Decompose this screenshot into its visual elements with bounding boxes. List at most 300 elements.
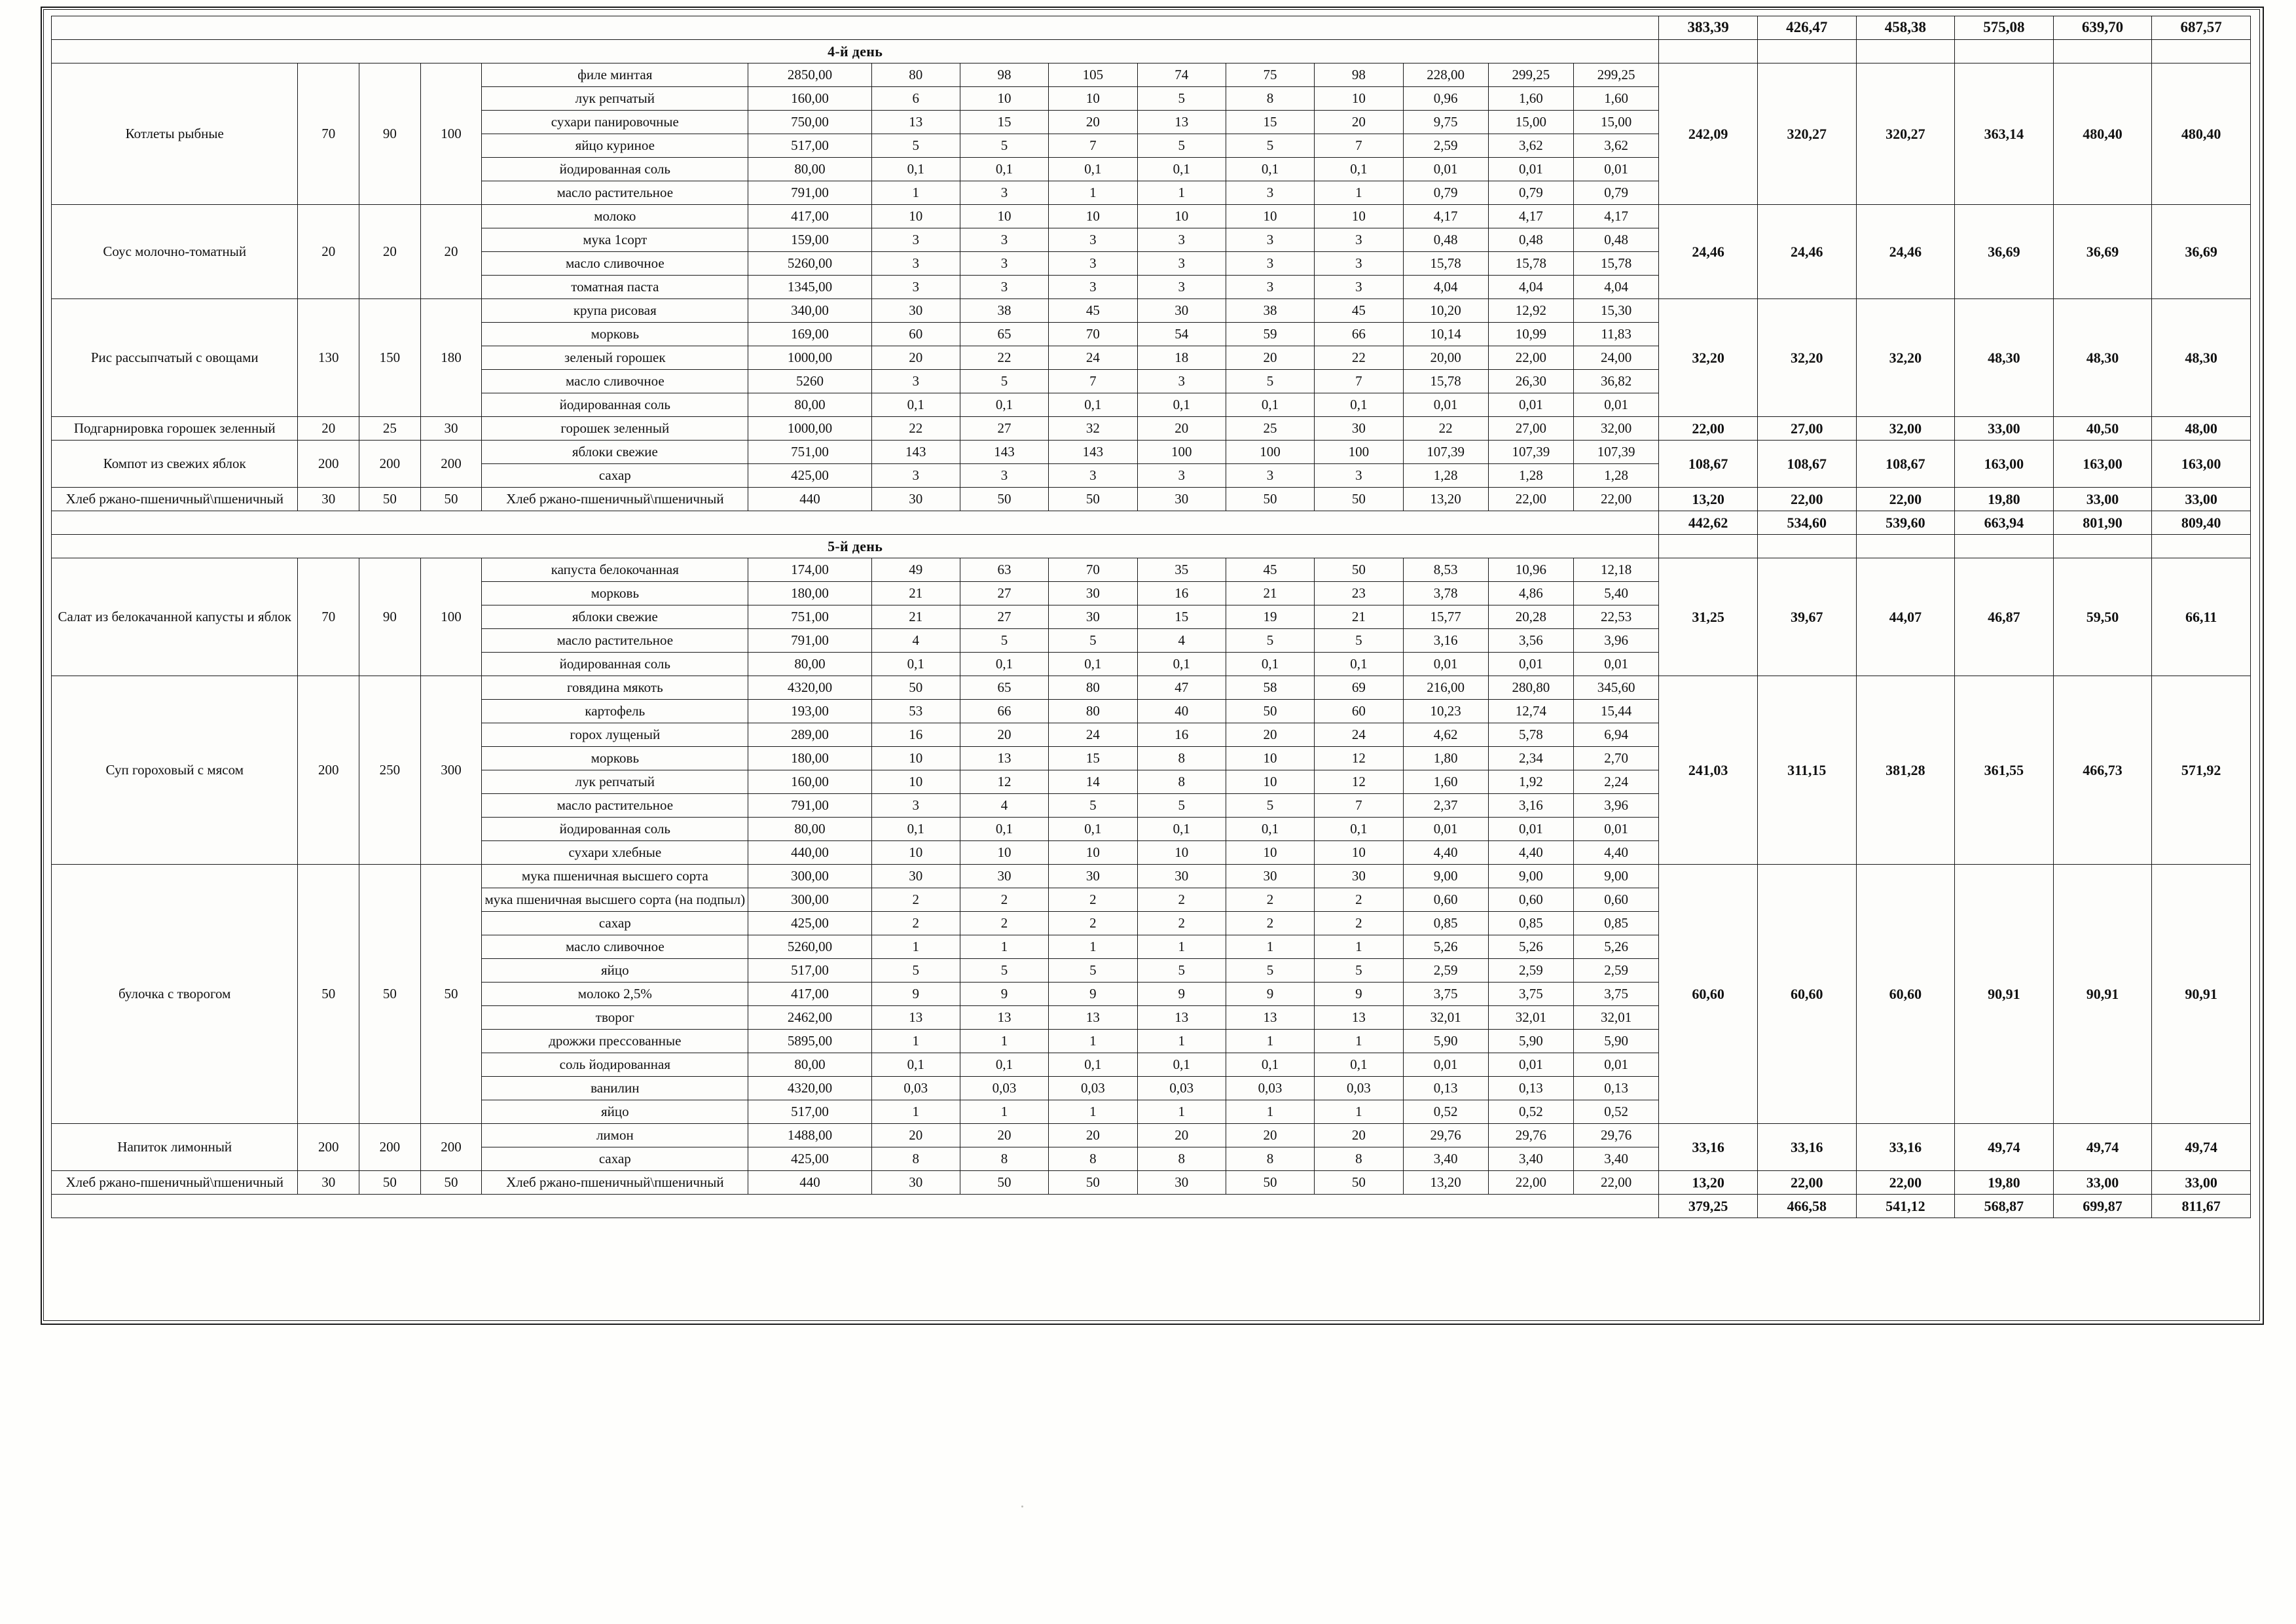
ingredient-price: 517,00 [748, 959, 871, 983]
ingredient-gram-3: 5 [1049, 959, 1137, 983]
ingredient-gram-2: 8 [960, 1147, 1048, 1171]
ingredient-cost-3: 15,78 [1574, 252, 1659, 276]
ingredient-gram-5: 0,1 [1226, 818, 1314, 841]
ingredient-gram-4: 1 [1137, 935, 1226, 959]
ingredient-gram-2: 3 [960, 276, 1048, 299]
ingredient-name: сухари панировочные [482, 111, 748, 134]
ingredient-gram-6: 23 [1315, 582, 1403, 605]
ingredient-gram-2: 98 [960, 63, 1048, 87]
dish-portion-3: 50 [420, 488, 482, 511]
blank-right [1856, 40, 1955, 63]
ingredient-name: соль йодированная [482, 1053, 748, 1077]
ingredient-cost-3: 36,82 [1574, 370, 1659, 393]
dish-portion-1: 130 [298, 299, 359, 417]
ingredient-gram-2: 5 [960, 959, 1048, 983]
ingredient-gram-6: 30 [1315, 417, 1403, 441]
ingredient-cost-1: 0,13 [1403, 1077, 1488, 1100]
ingredient-cost-3: 9,00 [1574, 865, 1659, 888]
ingredient-gram-1: 30 [871, 299, 960, 323]
ingredient-gram-1: 20 [871, 1124, 960, 1147]
ingredient-gram-6: 50 [1315, 1171, 1403, 1195]
ingredient-gram-2: 3 [960, 181, 1048, 205]
ingredient-price: 2850,00 [748, 63, 871, 87]
scan-speck [1021, 1506, 1023, 1507]
ingredient-gram-3: 5 [1049, 794, 1137, 818]
ingredient-gram-2: 5 [960, 370, 1048, 393]
ingredient-gram-3: 50 [1049, 488, 1137, 511]
dish-total-3: 32,20 [1856, 299, 1955, 417]
ingredient-name: томатная паста [482, 276, 748, 299]
ingredient-gram-6: 0,1 [1315, 1053, 1403, 1077]
ingredient-cost-1: 3,78 [1403, 582, 1488, 605]
ingredient-gram-6: 45 [1315, 299, 1403, 323]
ingredient-gram-2: 0,1 [960, 653, 1048, 676]
ingredient-price: 425,00 [748, 464, 871, 488]
dish-portion-2: 20 [359, 205, 421, 299]
blank-right [1757, 40, 1856, 63]
ingredient-name: масло растительное [482, 629, 748, 653]
ingredient-price: 169,00 [748, 323, 871, 346]
top-total-1: 383,39 [1659, 16, 1758, 40]
dish-total-1: 32,20 [1659, 299, 1758, 417]
ingredient-cost-1: 0,01 [1403, 158, 1488, 181]
ingredient-gram-2: 2 [960, 912, 1048, 935]
ingredient-cost-2: 20,28 [1488, 605, 1573, 629]
ingredient-gram-6: 7 [1315, 134, 1403, 158]
ingredient-gram-6: 12 [1315, 747, 1403, 770]
ingredient-gram-3: 0,1 [1049, 158, 1137, 181]
ingredient-cost-2: 22,00 [1488, 1171, 1573, 1195]
dish-portion-1: 30 [298, 1171, 359, 1195]
dish-total-3: 320,27 [1856, 63, 1955, 205]
ingredient-cost-2: 15,00 [1488, 111, 1573, 134]
table-row [52, 63, 2251, 87]
ingredient-gram-3: 143 [1049, 441, 1137, 464]
ingredient-cost-3: 15,00 [1574, 111, 1659, 134]
ingredient-name: дрожжи прессованные [482, 1030, 748, 1053]
dish-portion-3: 50 [420, 865, 482, 1124]
ingredient-gram-3: 20 [1049, 111, 1137, 134]
dish-portion-3: 200 [420, 1124, 482, 1171]
ingredient-gram-4: 8 [1137, 770, 1226, 794]
ingredient-gram-4: 2 [1137, 912, 1226, 935]
dish-total-6: 90,91 [2152, 865, 2251, 1124]
ingredient-cost-2: 3,40 [1488, 1147, 1573, 1171]
ingredient-gram-2: 2 [960, 888, 1048, 912]
dish-name: булочка с творогом [52, 865, 298, 1124]
ingredient-name: масло растительное [482, 794, 748, 818]
ingredient-gram-4: 8 [1137, 747, 1226, 770]
ingredient-cost-3: 15,30 [1574, 299, 1659, 323]
ingredient-cost-2: 12,74 [1488, 700, 1573, 723]
ingredient-gram-4: 30 [1137, 488, 1226, 511]
ingredient-gram-4: 8 [1137, 1147, 1226, 1171]
ingredient-gram-3: 3 [1049, 252, 1137, 276]
day-total-1: 379,25 [1659, 1195, 1758, 1218]
dish-total-3: 22,00 [1856, 488, 1955, 511]
ingredient-gram-1: 1 [871, 181, 960, 205]
ingredient-price: 80,00 [748, 653, 871, 676]
ingredient-gram-6: 30 [1315, 865, 1403, 888]
ingredient-cost-1: 0,01 [1403, 653, 1488, 676]
ingredient-gram-3: 5 [1049, 629, 1137, 653]
day5-header-row [52, 535, 2251, 558]
ingredient-name: йодированная соль [482, 158, 748, 181]
dish-total-4: 19,80 [1955, 488, 2054, 511]
ingredient-cost-2: 0,60 [1488, 888, 1573, 912]
dish-total-4: 49,74 [1955, 1124, 2054, 1171]
ingredient-gram-4: 18 [1137, 346, 1226, 370]
table-row [52, 417, 2251, 441]
ingredient-gram-1: 9 [871, 983, 960, 1006]
ingredient-cost-3: 5,90 [1574, 1030, 1659, 1053]
ingredient-gram-6: 0,1 [1315, 158, 1403, 181]
ingredient-name: масло сливочное [482, 935, 748, 959]
ingredient-cost-2: 26,30 [1488, 370, 1573, 393]
ingredient-gram-4: 16 [1137, 723, 1226, 747]
ingredient-gram-5: 10 [1226, 770, 1314, 794]
ingredient-gram-2: 5 [960, 134, 1048, 158]
dish-portion-2: 25 [359, 417, 421, 441]
ingredient-gram-6: 2 [1315, 888, 1403, 912]
ingredient-name: картофель [482, 700, 748, 723]
ingredient-gram-5: 45 [1226, 558, 1314, 582]
ingredient-name: яйцо [482, 959, 748, 983]
ingredient-name: сухари хлебные [482, 841, 748, 865]
ingredient-cost-3: 3,96 [1574, 629, 1659, 653]
dish-total-5: 49,74 [2053, 1124, 2152, 1171]
top-total-3: 458,38 [1856, 16, 1955, 40]
ingredient-cost-2: 5,26 [1488, 935, 1573, 959]
ingredient-gram-5: 1 [1226, 935, 1314, 959]
ingredient-cost-2: 22,00 [1488, 488, 1573, 511]
table-row [52, 676, 2251, 700]
ingredient-cost-1: 10,20 [1403, 299, 1488, 323]
dish-total-4: 36,69 [1955, 205, 2054, 299]
ingredient-cost-1: 0,79 [1403, 181, 1488, 205]
ingredient-gram-6: 7 [1315, 370, 1403, 393]
ingredient-cost-1: 10,14 [1403, 323, 1488, 346]
ingredient-gram-6: 0,1 [1315, 818, 1403, 841]
dish-total-3: 44,07 [1856, 558, 1955, 676]
ingredient-gram-5: 19 [1226, 605, 1314, 629]
dish-total-4: 361,55 [1955, 676, 2054, 865]
day-total-5: 801,90 [2053, 511, 2152, 535]
ingredient-gram-1: 1 [871, 1100, 960, 1124]
ingredient-gram-1: 49 [871, 558, 960, 582]
ingredient-gram-1: 8 [871, 1147, 960, 1171]
dish-total-1: 13,20 [1659, 488, 1758, 511]
ingredient-gram-4: 16 [1137, 582, 1226, 605]
dish-name: Хлеб ржано-пшеничный\пшеничный [52, 1171, 298, 1195]
ingredient-cost-1: 9,75 [1403, 111, 1488, 134]
ingredient-price: 750,00 [748, 111, 871, 134]
dish-total-2: 32,20 [1757, 299, 1856, 417]
ingredient-gram-1: 21 [871, 582, 960, 605]
table-row [52, 1124, 2251, 1147]
ingredient-gram-6: 22 [1315, 346, 1403, 370]
dish-total-3: 32,00 [1856, 417, 1955, 441]
ingredient-gram-1: 3 [871, 276, 960, 299]
ingredient-gram-5: 38 [1226, 299, 1314, 323]
ingredient-gram-4: 1 [1137, 181, 1226, 205]
ingredient-gram-2: 30 [960, 865, 1048, 888]
dish-total-6: 66,11 [2152, 558, 2251, 676]
ingredient-cost-1: 1,80 [1403, 747, 1488, 770]
ingredient-gram-5: 1 [1226, 1100, 1314, 1124]
table-row [52, 441, 2251, 464]
ingredient-price: 300,00 [748, 865, 871, 888]
dish-total-5: 40,50 [2053, 417, 2152, 441]
blank-left-area [52, 1195, 1659, 1218]
dish-total-5: 466,73 [2053, 676, 2152, 865]
ingredient-gram-3: 3 [1049, 464, 1137, 488]
dish-total-6: 48,00 [2152, 417, 2251, 441]
ingredient-gram-3: 105 [1049, 63, 1137, 87]
ingredient-cost-2: 5,78 [1488, 723, 1573, 747]
dish-total-5: 163,00 [2053, 441, 2152, 488]
dish-portion-2: 200 [359, 1124, 421, 1171]
ingredient-gram-1: 10 [871, 205, 960, 228]
ingredient-gram-3: 3 [1049, 228, 1137, 252]
ingredient-gram-2: 13 [960, 747, 1048, 770]
ingredient-name: яйцо куриное [482, 134, 748, 158]
menu-table [51, 16, 2251, 1218]
ingredient-cost-2: 280,80 [1488, 676, 1573, 700]
ingredient-gram-2: 0,1 [960, 1053, 1048, 1077]
ingredient-cost-1: 4,04 [1403, 276, 1488, 299]
ingredient-gram-4: 10 [1137, 841, 1226, 865]
ingredient-gram-3: 30 [1049, 605, 1137, 629]
ingredient-gram-4: 13 [1137, 1006, 1226, 1030]
dish-portion-2: 50 [359, 1171, 421, 1195]
ingredient-gram-5: 0,1 [1226, 1053, 1314, 1077]
ingredient-gram-2: 63 [960, 558, 1048, 582]
ingredient-gram-3: 1 [1049, 1100, 1137, 1124]
blank-right [2053, 535, 2152, 558]
day-total-4: 568,87 [1955, 1195, 2054, 1218]
dish-total-1: 22,00 [1659, 417, 1758, 441]
ingredient-gram-2: 27 [960, 605, 1048, 629]
ingredient-gram-5: 10 [1226, 205, 1314, 228]
ingredient-gram-2: 0,1 [960, 158, 1048, 181]
ingredient-gram-6: 5 [1315, 959, 1403, 983]
dish-total-2: 108,67 [1757, 441, 1856, 488]
ingredient-cost-3: 0,79 [1574, 181, 1659, 205]
ingredient-gram-4: 47 [1137, 676, 1226, 700]
ingredient-cost-2: 4,86 [1488, 582, 1573, 605]
dish-total-3: 33,16 [1856, 1124, 1955, 1171]
ingredient-cost-3: 345,60 [1574, 676, 1659, 700]
ingredient-gram-1: 0,03 [871, 1077, 960, 1100]
ingredient-gram-5: 5 [1226, 370, 1314, 393]
ingredient-cost-1: 29,76 [1403, 1124, 1488, 1147]
ingredient-gram-6: 66 [1315, 323, 1403, 346]
dish-total-2: 320,27 [1757, 63, 1856, 205]
ingredient-price: 1000,00 [748, 346, 871, 370]
ingredient-cost-1: 15,78 [1403, 252, 1488, 276]
ingredient-gram-2: 143 [960, 441, 1048, 464]
ingredient-gram-2: 10 [960, 205, 1048, 228]
ingredient-gram-4: 40 [1137, 700, 1226, 723]
ingredient-gram-1: 30 [871, 488, 960, 511]
ingredient-gram-2: 1 [960, 935, 1048, 959]
ingredient-price: 751,00 [748, 441, 871, 464]
ingredient-gram-5: 5 [1226, 134, 1314, 158]
ingredient-cost-1: 5,90 [1403, 1030, 1488, 1053]
dish-total-6: 36,69 [2152, 205, 2251, 299]
ingredient-cost-1: 2,37 [1403, 794, 1488, 818]
ingredient-price: 440 [748, 1171, 871, 1195]
ingredient-name: масло растительное [482, 181, 748, 205]
ingredient-cost-2: 3,56 [1488, 629, 1573, 653]
menu-sheet [51, 16, 2251, 1218]
ingredient-gram-4: 10 [1137, 205, 1226, 228]
day-total-1: 442,62 [1659, 511, 1758, 535]
ingredient-gram-5: 100 [1226, 441, 1314, 464]
ingredient-cost-3: 15,44 [1574, 700, 1659, 723]
ingredient-gram-2: 10 [960, 841, 1048, 865]
ingredient-gram-5: 8 [1226, 87, 1314, 111]
day-total-6: 811,67 [2152, 1195, 2251, 1218]
ingredient-cost-1: 4,17 [1403, 205, 1488, 228]
ingredient-gram-4: 3 [1137, 252, 1226, 276]
ingredient-cost-3: 0,60 [1574, 888, 1659, 912]
ingredient-cost-3: 29,76 [1574, 1124, 1659, 1147]
blank-left-area [52, 16, 1659, 40]
ingredient-name: мука 1сорт [482, 228, 748, 252]
ingredient-cost-3: 3,62 [1574, 134, 1659, 158]
dish-total-4: 363,14 [1955, 63, 2054, 205]
dish-total-6: 48,30 [2152, 299, 2251, 417]
ingredient-gram-4: 0,03 [1137, 1077, 1226, 1100]
dish-portion-3: 30 [420, 417, 482, 441]
ingredient-cost-2: 2,34 [1488, 747, 1573, 770]
dish-total-2: 311,15 [1757, 676, 1856, 865]
day4-header-row [52, 40, 2251, 63]
ingredient-gram-1: 30 [871, 1171, 960, 1195]
ingredient-gram-3: 50 [1049, 1171, 1137, 1195]
ingredient-gram-2: 5 [960, 629, 1048, 653]
ingredient-gram-5: 30 [1226, 865, 1314, 888]
ingredient-gram-2: 12 [960, 770, 1048, 794]
ingredient-gram-3: 3 [1049, 276, 1137, 299]
blank-right [1659, 40, 1758, 63]
dish-portion-1: 20 [298, 417, 359, 441]
ingredient-cost-3: 22,00 [1574, 488, 1659, 511]
ingredient-gram-1: 5 [871, 959, 960, 983]
ingredient-gram-3: 70 [1049, 323, 1137, 346]
ingredient-cost-1: 15,78 [1403, 370, 1488, 393]
ingredient-cost-2: 5,90 [1488, 1030, 1573, 1053]
ingredient-price: 1000,00 [748, 417, 871, 441]
ingredient-name: сахар [482, 1147, 748, 1171]
ingredient-cost-1: 3,75 [1403, 983, 1488, 1006]
ingredient-gram-1: 50 [871, 676, 960, 700]
ingredient-gram-3: 30 [1049, 582, 1137, 605]
dish-total-1: 13,20 [1659, 1171, 1758, 1195]
ingredient-price: 174,00 [748, 558, 871, 582]
day-label: 4-й день [52, 40, 1659, 63]
ingredient-gram-4: 5 [1137, 87, 1226, 111]
ingredient-gram-6: 3 [1315, 464, 1403, 488]
ingredient-price: 4320,00 [748, 1077, 871, 1100]
ingredient-price: 517,00 [748, 134, 871, 158]
ingredient-gram-4: 100 [1137, 441, 1226, 464]
dish-portion-1: 20 [298, 205, 359, 299]
ingredient-name: мука пшеничная высшего сорта [482, 865, 748, 888]
day-total-2: 466,58 [1757, 1195, 1856, 1218]
ingredient-gram-1: 13 [871, 111, 960, 134]
ingredient-name: масло сливочное [482, 370, 748, 393]
dish-total-3: 60,60 [1856, 865, 1955, 1124]
ingredient-gram-2: 27 [960, 582, 1048, 605]
ingredient-gram-2: 15 [960, 111, 1048, 134]
ingredient-name: ванилин [482, 1077, 748, 1100]
ingredient-cost-3: 22,00 [1574, 1171, 1659, 1195]
ingredient-gram-1: 3 [871, 228, 960, 252]
blank-left-area [52, 511, 1659, 535]
ingredient-name: горошек зеленный [482, 417, 748, 441]
dish-total-1: 108,67 [1659, 441, 1758, 488]
ingredient-gram-2: 38 [960, 299, 1048, 323]
ingredient-cost-2: 4,04 [1488, 276, 1573, 299]
ingredient-cost-2: 299,25 [1488, 63, 1573, 87]
ingredient-cost-2: 0,85 [1488, 912, 1573, 935]
ingredient-gram-5: 10 [1226, 747, 1314, 770]
ingredient-gram-5: 58 [1226, 676, 1314, 700]
ingredient-price: 751,00 [748, 605, 871, 629]
ingredient-gram-6: 10 [1315, 87, 1403, 111]
dish-total-5: 90,91 [2053, 865, 2152, 1124]
dish-total-6: 33,00 [2152, 488, 2251, 511]
dish-total-3: 381,28 [1856, 676, 1955, 865]
ingredient-cost-3: 11,83 [1574, 323, 1659, 346]
blank-right [1757, 535, 1856, 558]
ingredient-cost-2: 1,92 [1488, 770, 1573, 794]
ingredient-gram-3: 30 [1049, 865, 1137, 888]
ingredient-gram-2: 1 [960, 1030, 1048, 1053]
ingredient-price: 80,00 [748, 818, 871, 841]
ingredient-price: 5895,00 [748, 1030, 871, 1053]
ingredient-gram-1: 0,1 [871, 393, 960, 417]
ingredient-gram-4: 2 [1137, 888, 1226, 912]
ingredient-gram-5: 5 [1226, 959, 1314, 983]
dish-portion-2: 50 [359, 865, 421, 1124]
table-row [52, 1171, 2251, 1195]
blank-right [1955, 535, 2054, 558]
ingredient-gram-4: 1 [1137, 1100, 1226, 1124]
ingredient-gram-5: 50 [1226, 700, 1314, 723]
ingredient-gram-5: 0,1 [1226, 393, 1314, 417]
ingredient-cost-1: 228,00 [1403, 63, 1488, 87]
ingredient-cost-3: 299,25 [1574, 63, 1659, 87]
ingredient-cost-3: 4,04 [1574, 276, 1659, 299]
ingredient-gram-6: 21 [1315, 605, 1403, 629]
ingredient-gram-5: 5 [1226, 629, 1314, 653]
ingredient-cost-2: 12,92 [1488, 299, 1573, 323]
dish-total-1: 31,25 [1659, 558, 1758, 676]
ingredient-name: мука пшеничная высшего сорта (на подпыл) [482, 888, 748, 912]
ingredient-price: 289,00 [748, 723, 871, 747]
ingredient-gram-4: 13 [1137, 111, 1226, 134]
ingredient-gram-2: 65 [960, 676, 1048, 700]
ingredient-gram-4: 5 [1137, 794, 1226, 818]
ingredient-gram-4: 0,1 [1137, 653, 1226, 676]
ingredient-price: 417,00 [748, 205, 871, 228]
ingredient-name: говядина мякоть [482, 676, 748, 700]
dish-portion-3: 180 [420, 299, 482, 417]
